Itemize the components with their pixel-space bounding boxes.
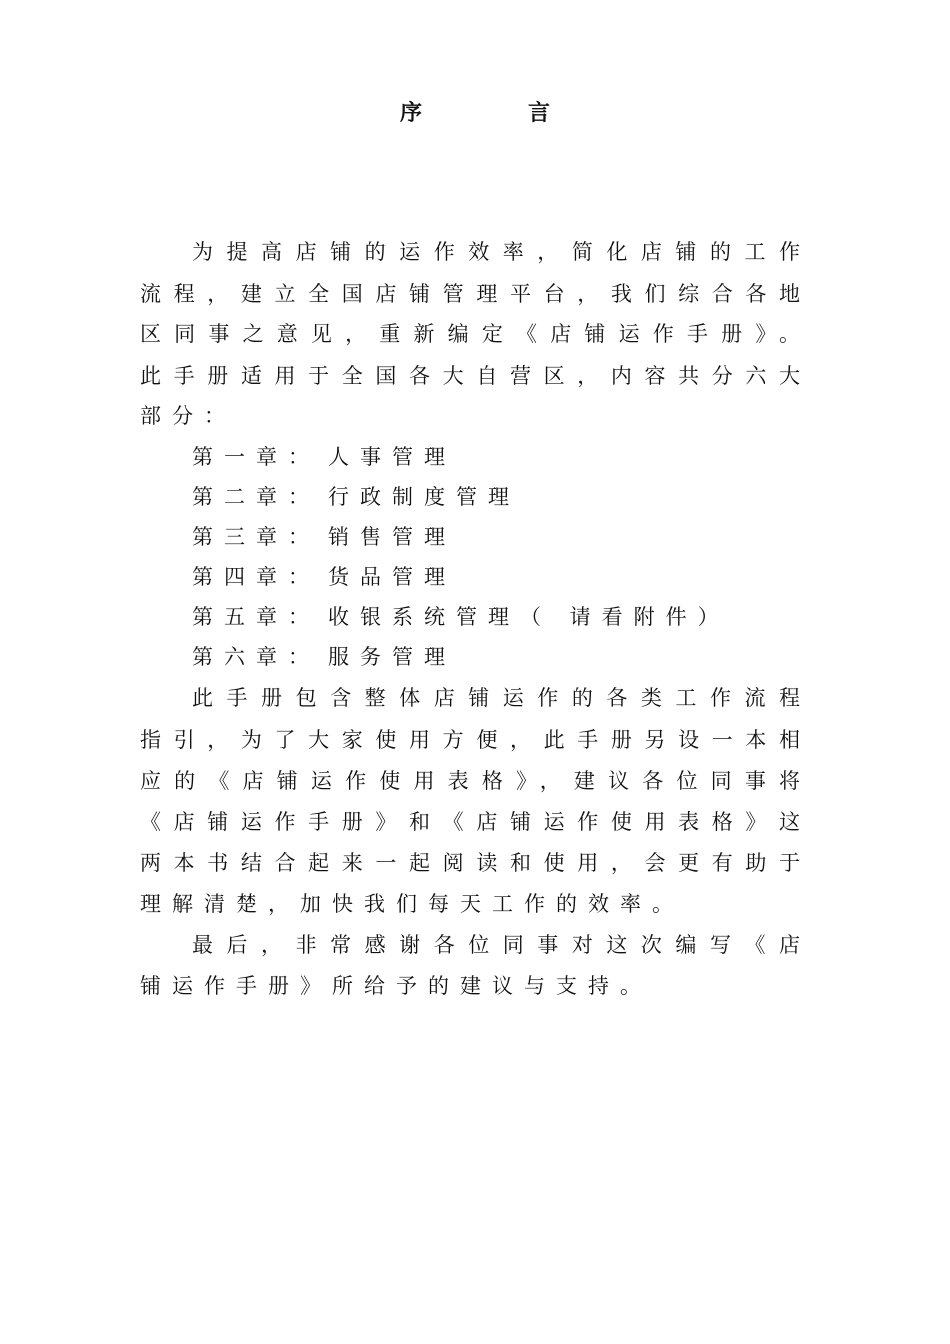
chapter-title: 收银系统管理（ 请看附件） [328,605,730,629]
intro-line: 此手册适用于全国各大自营区，内容共分六大 [140,364,800,388]
intro-line: 流程，建立全国店铺管理平台，我们综合各地 [140,282,800,306]
chapter-number: 第一章： [192,445,320,469]
chapter-item [192,563,456,591]
page-title: 序 言 [399,100,592,126]
body-line: 《店铺运作手册》和《店铺运作使用表格》这 [140,810,800,834]
chapter-item [192,643,456,671]
intro-line: 区同事之意见，重新编定《店铺运作手册》。 [140,322,800,346]
body-line: 理解清楚，加快我们每天工作的效率。 [140,892,684,916]
chapter-title: 行政制度管理 [328,485,520,509]
chapter-title: 人事管理 [328,445,456,469]
body-line: 应的《店铺运作使用表格》，建议各位同事将 [140,769,800,793]
chapter-title: 货品管理 [328,565,456,589]
chapter-item [192,523,456,551]
chapter-number: 第四章： [192,565,320,589]
closing-line: 铺运作手册》所给予的建议与支持。 [140,974,652,998]
body-line: 此手册包含整体店铺运作的各类工作流程 [192,686,800,710]
closing-line: 最后，非常感谢各位同事对这次编写《店 [192,933,800,957]
body-line: 两本书结合起来一起阅读和使用，会更有助于 [140,851,800,875]
chapter-number: 第三章： [192,525,320,549]
chapter-title: 服务管理 [328,645,456,669]
chapter-title: 销售管理 [328,525,456,549]
chapter-item [192,443,456,471]
chapter-number: 第五章： [192,605,320,629]
chapter-item [192,603,730,631]
chapter-item [192,483,520,511]
body-line: 指引，为了大家使用方便，此手册另设一本相 [140,728,800,752]
intro-line: 为提高店铺的运作效率，简化店铺的工作 [192,240,800,264]
chapter-number: 第二章： [192,485,320,509]
intro-line: 部分： [140,404,236,428]
chapter-number: 第六章： [192,645,320,669]
